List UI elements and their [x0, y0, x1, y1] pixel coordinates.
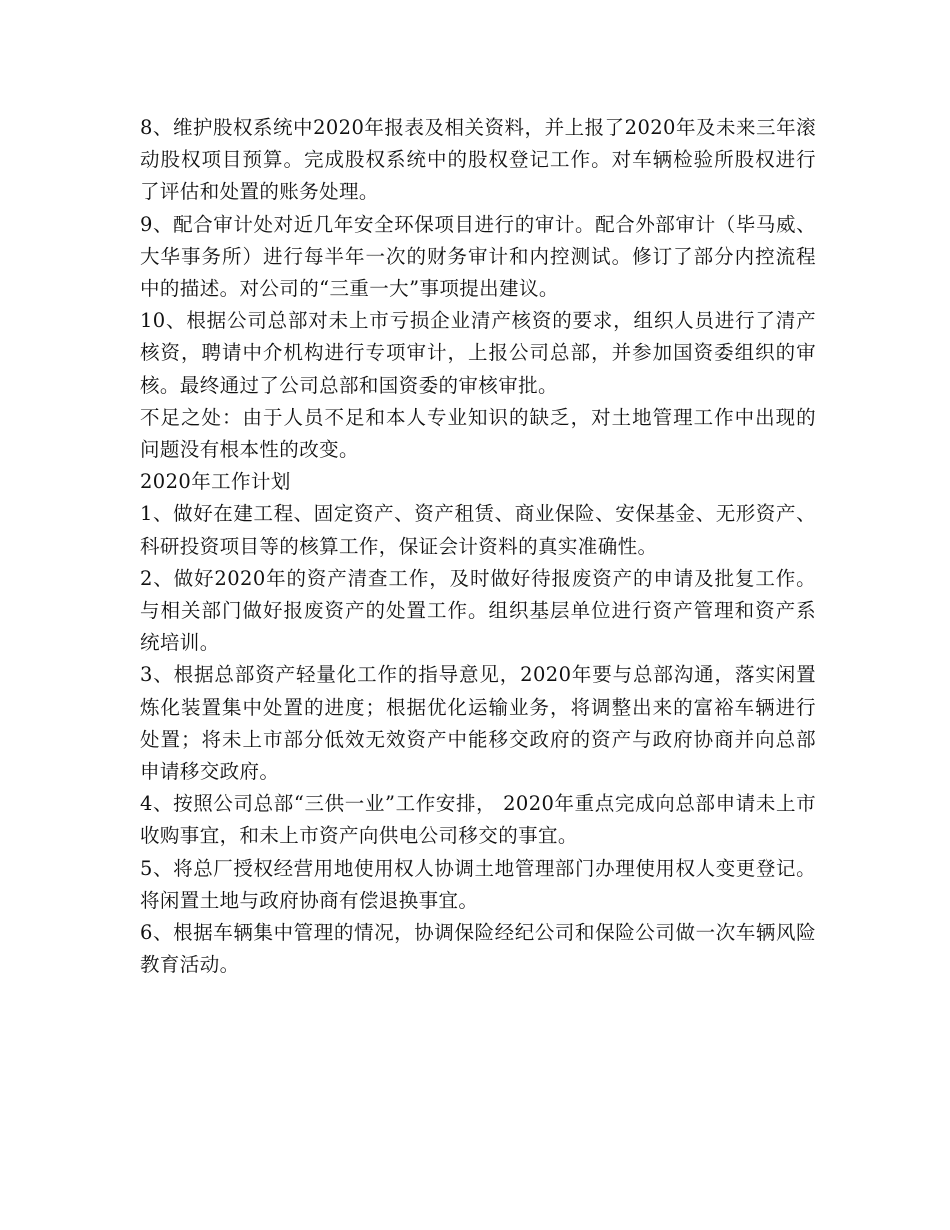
plan-item-4: 4、按照公司总部“三供一业”工作安排， 2020年重点完成向总部申请未上市收购事宜，和未上市资产向供电公司移交的事宜。: [140, 792, 816, 848]
paragraph-item-8: 8、维护股权系统中2020年报表及相关资料，并上报了2020年及未来三年滚动股权项目预算。完成股权系统中的股权登记工作。对车辆检验所股权进行了评估和处置的账务处理。: [140, 116, 816, 204]
plan-item-5: 5、将总厂授权经营用地使用权人协调土地管理部门办理使用权人变更登记。将闲置土地与政府协商有偿退换事宜。: [140, 856, 816, 912]
section-heading-work-plan: 2020年工作计划: [140, 470, 291, 494]
plan-item-1: 1、做好在建工程、固定资产、资产租赁、商业保险、安保基金、无形资产、科研投资项目等的核算工作，保证会计资料的真实准确性。: [140, 502, 816, 558]
paragraph-item-10: 10、根据公司总部对未上市亏损企业清产核资的要求，组织人员进行了清产核资，聘请中介机构进行专项审计，上报公司总部，并参加国资委组织的审核。最终通过了公司总部和国资委的审核审批。: [140, 309, 816, 397]
plan-item-2: 2、做好2020年的资产清查工作，及时做好待报废资产的申请及批复工作。与相关部门做好报废资产的处置工作。组织基层单位进行资产管理和资产系统培训。: [140, 566, 816, 655]
paragraph-item-9: 9、配合审计处对近几年安全环保项目进行的审计。配合外部审计（毕马威、大华事务所）进行每半年一次的财务审计和内控测试。修订了部分内控流程中的描述。对公司的“三重一大”事项提出建议。: [140, 212, 816, 301]
plan-item-3: 3、根据总部资产轻量化工作的指导意见，2020年要与总部沟通，落实闲置炼化装置集中处置的进度；根据优化运输业务，将调整出来的富裕车辆进行处置；将未上市部分低效无效资产中能移交政府的资产与政府协商并向总部申请移交政府。: [140, 663, 816, 784]
plan-item-6: 6、根据车辆集中管理的情况，协调保险经纪公司和保险公司做一次车辆风险教育活动。: [140, 921, 816, 977]
paragraph-shortcomings: 不足之处：由于人员不足和本人专业知识的缺乏，对土地管理工作中出现的问题没有根本性的改变。: [140, 405, 816, 462]
document-body: [140, 112, 816, 981]
